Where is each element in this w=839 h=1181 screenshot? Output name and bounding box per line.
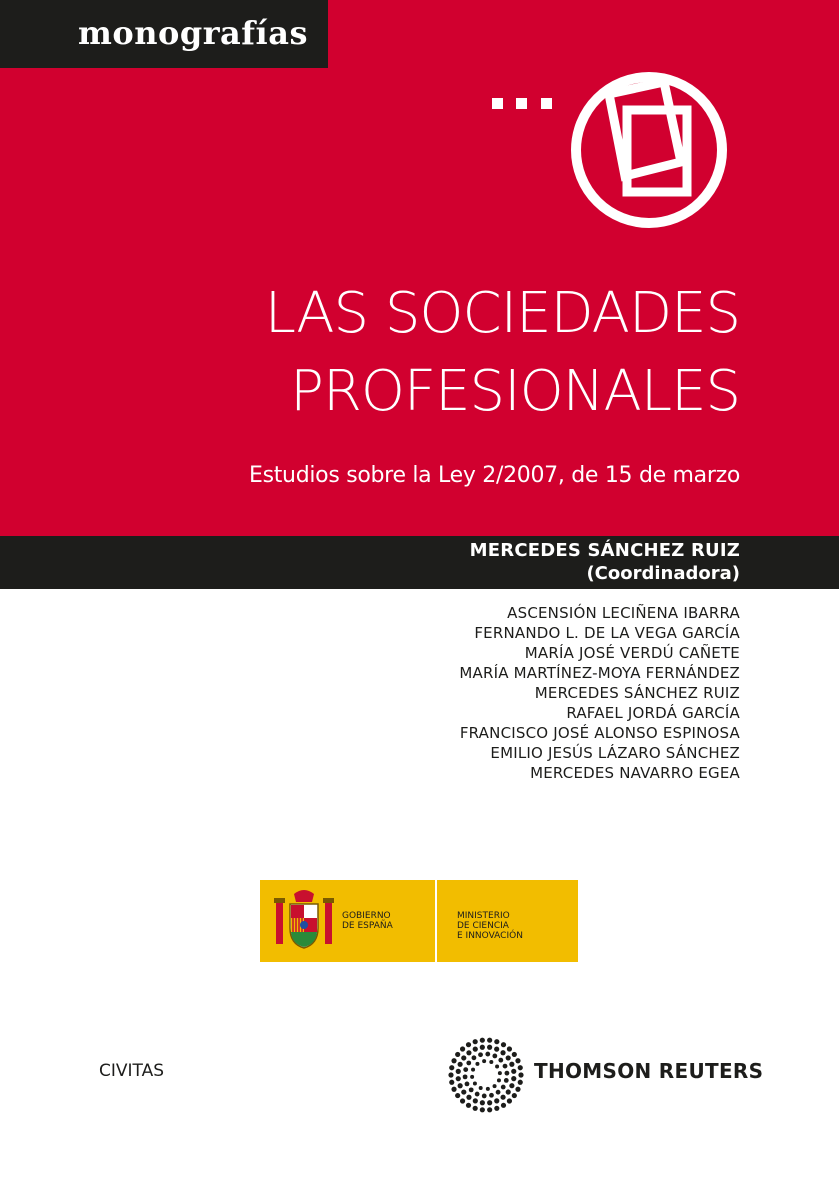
author-name: MARÍA JOSÉ VERDÚ CAÑETE bbox=[524, 644, 740, 662]
author-name: FERNANDO L. DE LA VEGA GARCÍA bbox=[474, 624, 740, 642]
author-name: ASCENSIÓN LECIÑENA IBARRA bbox=[507, 604, 740, 622]
book-subtitle: Estudios sobre la Ley 2/2007, de 15 de marzo bbox=[248, 463, 740, 488]
author-list bbox=[459, 603, 740, 783]
publisher-name: THOMSON REUTERS bbox=[534, 1059, 764, 1083]
coordinator-band bbox=[0, 536, 839, 589]
series-band bbox=[0, 0, 328, 68]
coordinator-name: MERCEDES SÁNCHEZ RUIZ bbox=[469, 540, 740, 561]
author-name: MERCEDES SÁNCHEZ RUIZ bbox=[534, 684, 740, 702]
book-title-line-1: LAS SOCIEDADES bbox=[264, 281, 740, 346]
coordinator-role: (Coordinadora) bbox=[586, 563, 740, 584]
author-name: MERCEDES NAVARRO EGEA bbox=[530, 764, 740, 782]
government-logo-block bbox=[260, 880, 578, 962]
stacked-frames-circle-icon bbox=[569, 70, 729, 230]
author-name: EMILIO JESÚS LÁZARO SÁNCHEZ bbox=[490, 744, 740, 762]
author-name: MARÍA MARTÍNEZ-MOYA FERNÁNDEZ bbox=[459, 664, 740, 682]
spanish-coat-of-arms-icon bbox=[272, 888, 336, 954]
government-label: GOBIERNO DE ESPAÑA bbox=[342, 911, 393, 931]
dotted-circle-icon bbox=[446, 1035, 526, 1115]
author-name: RAFAEL JORDÁ GARCÍA bbox=[566, 704, 740, 722]
ministry-label: MINISTERIO DE CIENCIA E INNOVACIÓN bbox=[457, 911, 523, 941]
book-title-line-2: PROFESIONALES bbox=[290, 359, 740, 424]
series-label: monografías bbox=[78, 14, 308, 52]
imprint-name: CIVITAS bbox=[99, 1061, 165, 1081]
logo-divider bbox=[435, 880, 437, 962]
author-name: FRANCISCO JOSÉ ALONSO ESPINOSA bbox=[459, 724, 740, 742]
